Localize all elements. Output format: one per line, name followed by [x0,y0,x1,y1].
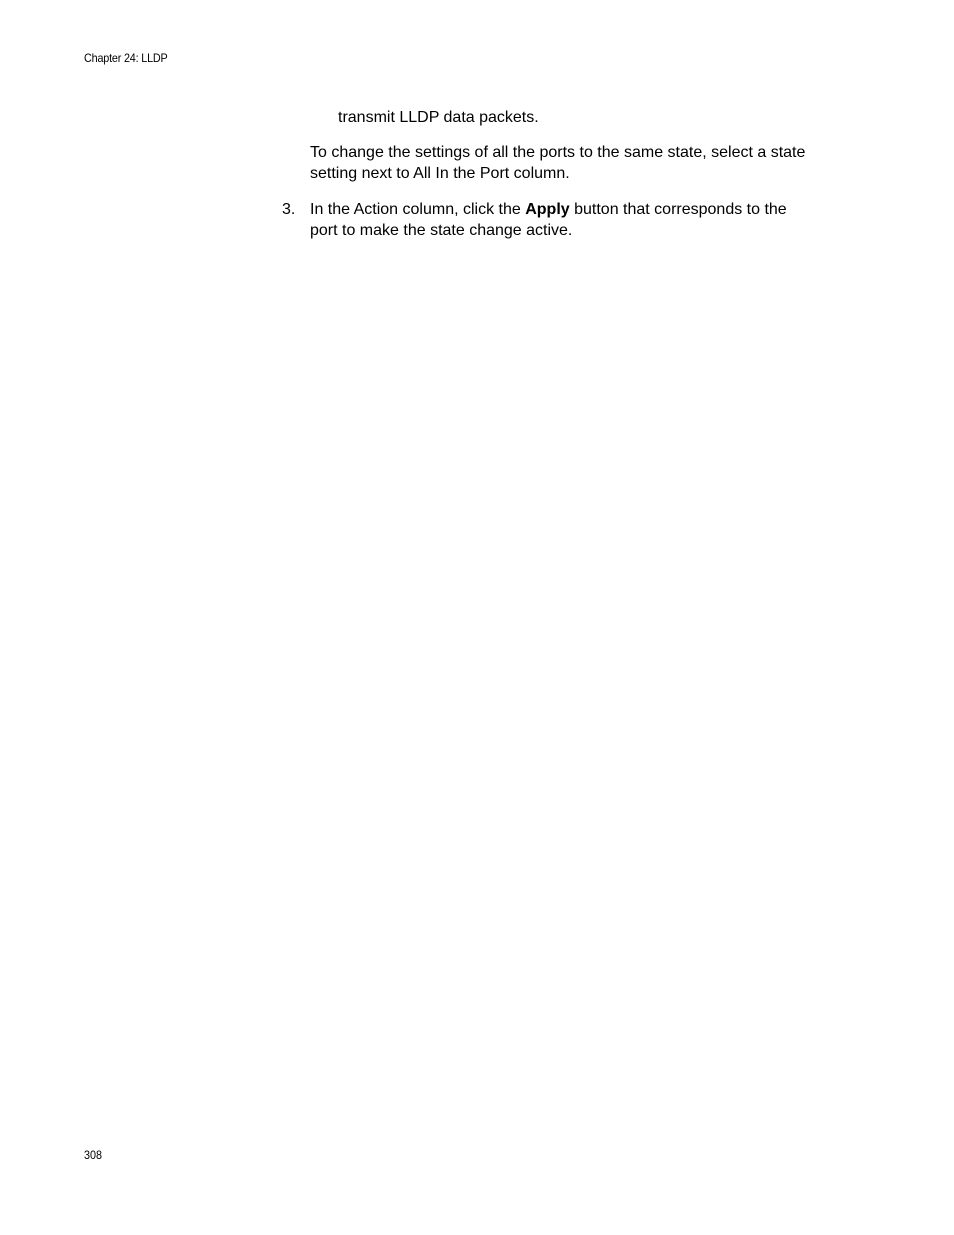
apply-keyword: Apply [525,201,570,218]
running-header: Chapter 24: LLDP [84,51,168,65]
step-text [310,200,787,241]
step-line-1 [310,200,787,221]
paragraph-line-2: setting next to All In the Port column. [310,164,570,182]
step-number: 3. [282,201,296,218]
step-line-1-end: button that corresponds to the [569,201,787,218]
step-line-2: port to make the state change active. [310,221,573,239]
step-line-1-start: In the Action column, click the [310,201,526,218]
paragraph-line-1: To change the settings of all the ports to the same state, select a state [310,144,806,161]
page-number: 308 [84,1148,103,1162]
instruction-paragraph [310,143,805,184]
continued-text-line: transmit LLDP data packets. [338,109,539,126]
